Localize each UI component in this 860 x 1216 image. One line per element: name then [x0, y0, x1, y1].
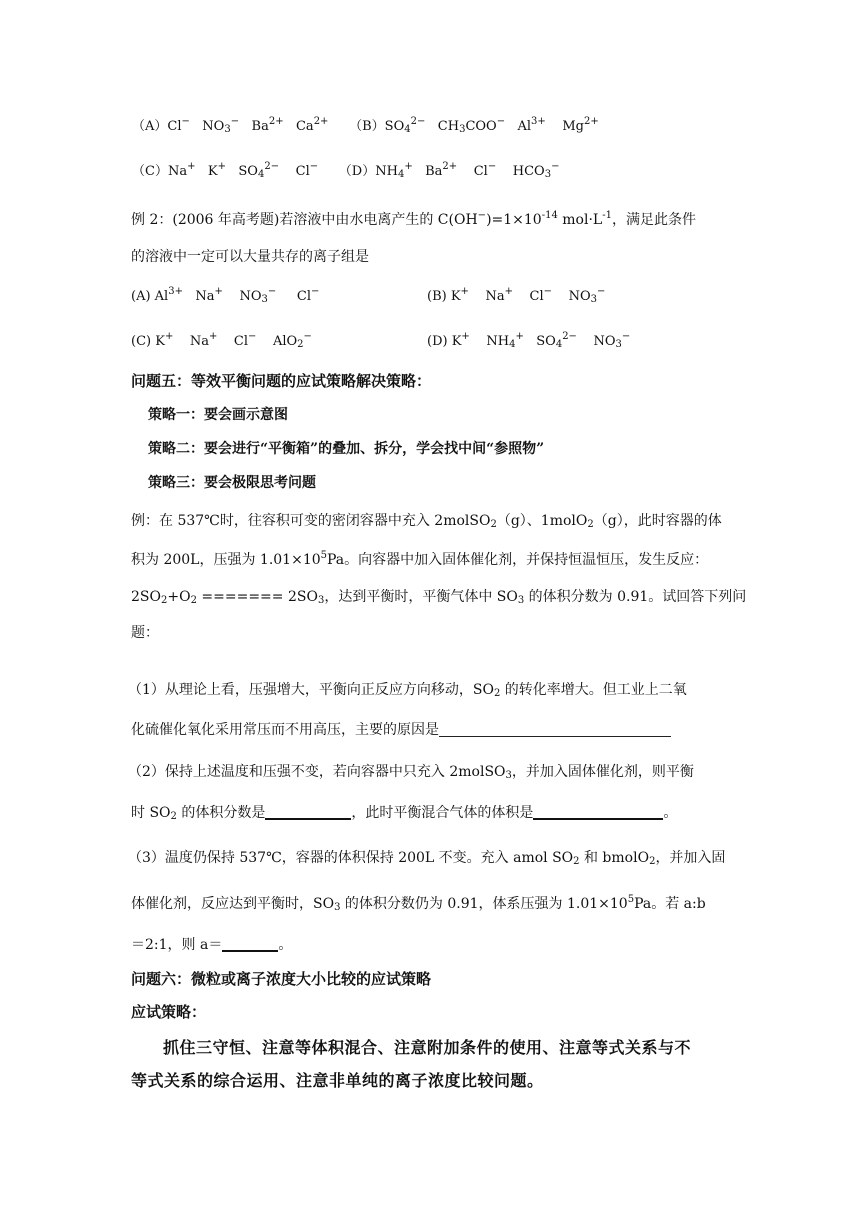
- answer-blank-4[interactable]: [222, 936, 278, 952]
- ion-option-line-2: （C）Na+ K+ $SO_4^{2-}$ Cl− $(D)NH_4^+$ $Ba^{2+}$ Cl− $HCO_3^-$: [132, 161, 560, 180]
- example-line3: $2SO_2+O_2$ ======= $2SO_3$，达到平衡时，平衡气体中 $SO_3$ 的体积分数为 0.91。试回答下列问: [131, 589, 747, 606]
- strategy-1: 策略一：要会画示意图: [148, 407, 288, 423]
- question3-line3: ＝2:1，则 a＝ 。: [131, 937, 293, 953]
- problem5-title: 问题五：等效平衡问题的应试策略解决策略：: [131, 372, 432, 390]
- problem6-subtitle: 应试策略：: [131, 1003, 207, 1021]
- example2-option-d: (D) K+ $NH_4^+$ $SO_4^{2-}$ $NO_3^-$: [427, 331, 631, 350]
- example2-option-b: (B) K+ Na+ Cl− $NO_3^-$: [427, 286, 606, 305]
- question1-line1: （1）从理论上看，压强增大，平衡向正反应方向移动，$SO_2$ 的转化率增大。但工业上二氧: [128, 682, 687, 699]
- ion-option-line-1: （A）Cl− $NO_3^-$ $Ba^{2+}$ $Ca^{2+}$ $(B)SO_4^{2-}$ $CH_3COO^-$ $Al^{3+}$ $Mg^{2+}$: [132, 116, 599, 135]
- question2-line1: （2）保持上述温度和压强不变，若向容器中只充入 2molSO$_3$，并加入固体催化剂，则平衡: [128, 764, 694, 781]
- example-line4: 题：: [131, 625, 159, 641]
- example2-option-c: (C) K+ Na+ Cl− AlO$_2$−: [131, 331, 312, 350]
- question3-line1: （3）温度仍保持 537℃，容器的体积保持 200L 不变。充入 amol $SO_2$ 和 bmolO$_2$，并加入固: [128, 850, 726, 867]
- problem6-paragraph-line1: 抓住三守恒、注意等体积混合、注意附加条件的使用、注意等式关系与不: [163, 1038, 692, 1057]
- answer-blank-1[interactable]: [439, 722, 671, 737]
- question1-line2: 化硫催化氧化采用常压而不用高压，主要的原因是: [131, 720, 671, 740]
- answer-blank-3[interactable]: [533, 804, 663, 820]
- strategy-3: 策略三：要会极限思考问题: [148, 475, 316, 491]
- example-line2: 积为 200L，压强为 $1.01\times 10^5Pa$。向容器中加入固体催化剂，并保持恒温恒压，发生反应：: [131, 550, 709, 568]
- strategy-2: 策略二：要会进行“平衡箱”的叠加、拆分，学会找中间“参照物”: [148, 441, 545, 457]
- problem6-paragraph-line2: 等式关系的综合运用、注意非单纯的离子浓度比较问题。: [131, 1071, 544, 1090]
- example-line1: 例：在 537℃时，往容积可变的密闭容器中充入 2molSO$_2$（g）、1molO$_2$（g），此时容器的体: [131, 513, 722, 530]
- example2-line2: 的溶液中一定可以大量共存的离子组是: [131, 249, 369, 265]
- question2-line2: 时 $SO_2$ 的体积分数是 ，此时平衡混合气体的体积是 。: [131, 805, 678, 822]
- example2-option-a: (A) $Al^{3+}$ Na+ $NO_3^-$ Cl−: [131, 286, 320, 305]
- example2-line1: 例 2：(2006 年高考题)若溶液中由水电离产生的 $C(OH^-)=1\times 10^{-14}$ $mol\cdot L^{-1}$，满足此条件: [131, 210, 696, 228]
- question3-line2: 体催化剂，反应达到平衡时，$SO_3$ 的体积分数仍为 0.91，体系压强为 $1.01\times 10^5Pa$。若 a:b: [131, 894, 706, 913]
- answer-blank-2[interactable]: [265, 804, 351, 820]
- problem6-title: 问题六：微粒或离子浓度大小比较的应试策略: [131, 970, 432, 988]
